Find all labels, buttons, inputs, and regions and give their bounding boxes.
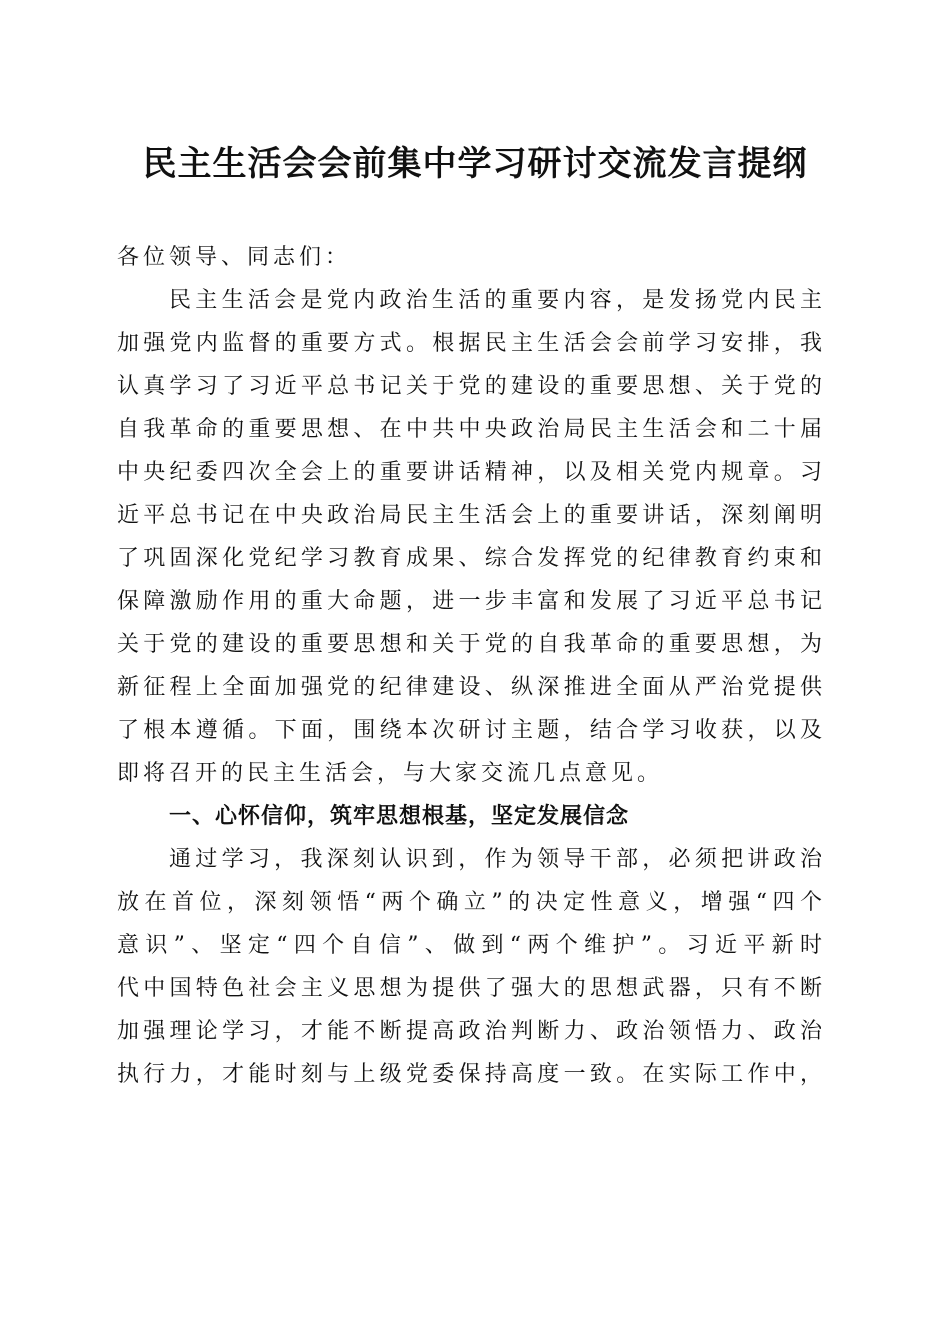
text-line: 即将召开的民主生活会，与大家交流几点意见。 [117, 761, 664, 786]
salutation: 各位领导、同志们： [117, 245, 352, 270]
text-line: 自我革命的重要思想、在中共中央政治局民主生活会和二十届 [117, 417, 822, 442]
text-line: 中央纪委四次全会上的重要讲话精神，以及相关党内规章。习 [117, 460, 822, 485]
text-line: 民主生活会是党内政治生活的重要内容，是发扬党内民主 [169, 288, 822, 313]
section-heading-1: 一、心怀信仰，筑牢思想根基，坚定发展信念 [169, 804, 630, 829]
text-line: 保障激励作用的重大命题，进一步丰富和发展了习近平总书记 [117, 589, 822, 614]
text-line: 意识”、坚定“四个自信”、做到“两个维护”。习近平新时 [117, 933, 822, 958]
text-line: 新征程上全面加强党的纪律建设、纵深推进全面从严治党提供 [117, 675, 822, 700]
text-line: 认真学习了习近平总书记关于党的建设的重要思想、关于党的 [117, 374, 822, 399]
text-line: 近平总书记在中央政治局民主生活会上的重要讲话，深刻阐明 [117, 503, 822, 528]
text-line: 关于党的建设的重要思想和关于党的自我革命的重要思想，为 [117, 632, 822, 657]
paragraph-2 [117, 838, 822, 1096]
text-line: 代中国特色社会主义思想为提供了强大的思想武器，只有不断 [117, 976, 822, 1001]
document-body [117, 236, 822, 1096]
text-line: 通过学习，我深刻认识到，作为领导干部，必须把讲政治 [169, 847, 822, 872]
text-line: 了根本遵循。下面，围绕本次研讨主题，结合学习收获，以及 [117, 718, 822, 743]
text-line: 执行力，才能时刻与上级党委保持高度一致。在实际工作中， [117, 1062, 822, 1087]
text-line: 了巩固深化党纪学习教育成果、综合发挥党的纪律教育约束和 [117, 546, 822, 571]
text-line: 加强党内监督的重要方式。根据民主生活会会前学习安排，我 [117, 331, 822, 356]
document-title: 民主生活会会前集中学习研讨交流发言提纲 [142, 144, 808, 184]
text-line: 放在首位，深刻领悟“两个确立”的决定性意义，增强“四个 [117, 890, 822, 915]
paragraph-1 [117, 279, 822, 795]
text-line: 加强理论学习，才能不断提高政治判断力、政治领悟力、政治 [117, 1019, 822, 1044]
